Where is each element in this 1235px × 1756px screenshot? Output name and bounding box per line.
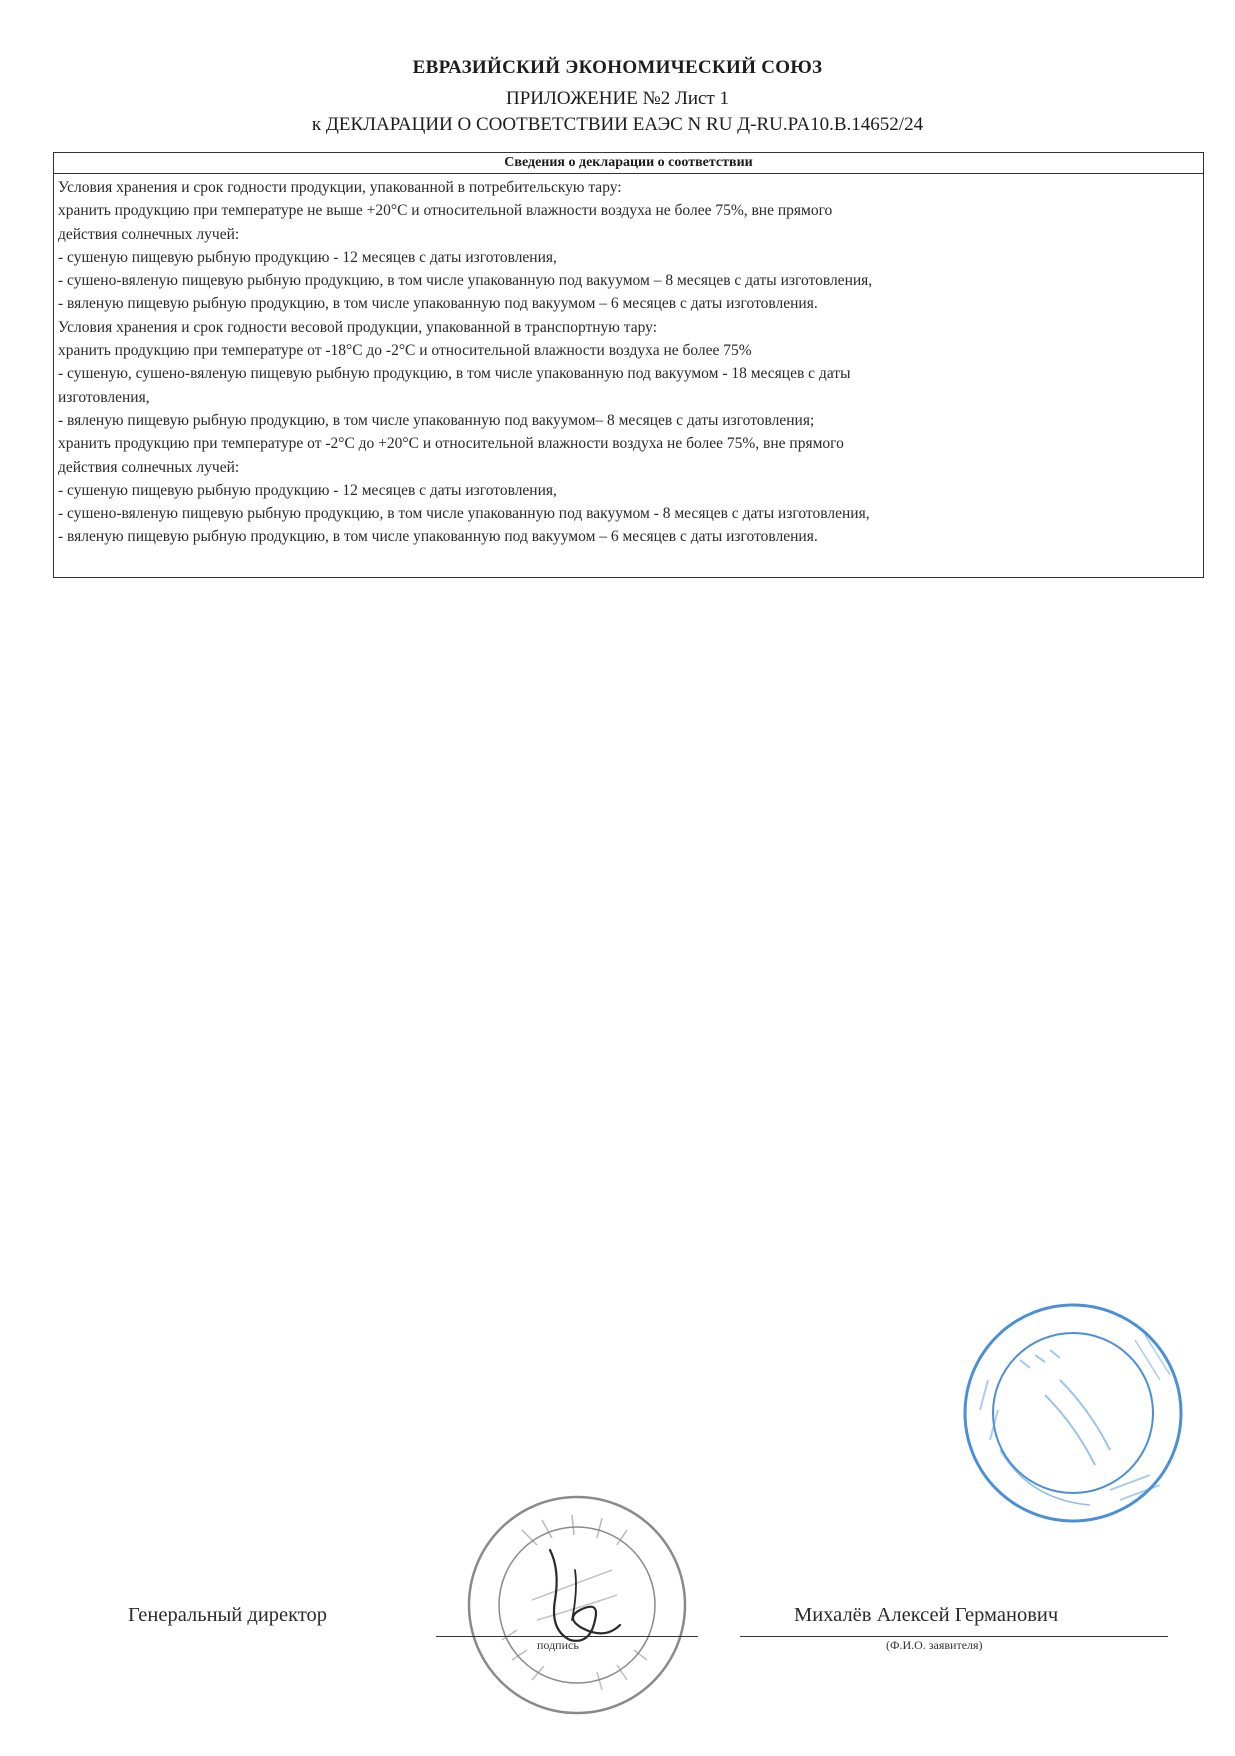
text-line: - сушеную пищевую рыбную продукцию - 12 месяцев с даты изготовления,: [58, 248, 557, 266]
name-caption: (Ф.И.О. заявителя): [886, 1638, 983, 1652]
declaration-info-box: [53, 152, 1204, 578]
blue-stamp-graphic: [960, 1300, 1186, 1526]
signature-line: [436, 1636, 698, 1637]
signature-graphic: [520, 1540, 640, 1650]
text-line: - сушено-вяленую пищевую рыбную продукцию, в том числе упакованную под вакуумом - 8 месяцев с даты изготовления,: [58, 505, 870, 523]
text-line: - сушеную пищевую рыбную продукцию - 12 месяцев с даты изготовления,: [58, 481, 557, 499]
text-line: хранить продукцию при температуре от -18°С до -2°С и относительной влажности воздуха не более 75%: [58, 342, 752, 360]
text-line: - вяленую пищевую рыбную продукцию, в том числе упакованную под вакуумом – 6 месяцев с даты изготовления.: [58, 295, 818, 313]
name-line: [740, 1636, 1168, 1637]
section-title: Сведения о декларации о соответствии: [54, 153, 1203, 174]
blue-round-stamp: [960, 1300, 1186, 1526]
text-line: Условия хранения и срок годности весовой продукции, упакованной в транспортную тару:: [58, 318, 658, 336]
text-line: Условия хранения и срок годности продукции, упакованной в потребительскую тару:: [58, 179, 622, 196]
text-line: - сушено-вяленую пищевую рыбную продукцию, в том числе упакованную под вакуумом – 8 месяцев с даты изготовления,: [58, 272, 873, 290]
text-line: хранить продукцию при температуре от -2°С до +20°С и относительной влажности воздуха не более 75%, вне прямого: [58, 435, 844, 453]
section-body: [54, 174, 1203, 549]
text-line: - вяленую пищевую рыбную продукцию, в том числе упакованную под вакуумом– 8 месяцев с даты изготовления;: [58, 411, 815, 429]
signatory-position: Генеральный директор: [128, 1604, 328, 1626]
text-line: действия солнечных лучей:: [58, 225, 240, 243]
signatory-name: Михалёв Алексей Германович: [794, 1604, 1059, 1626]
text-line: - вяленую пищевую рыбную продукцию, в том числе упакованную под вакуумом – 6 месяцев с даты изготовления.: [58, 528, 818, 546]
text-line: - сушеную, сушено-вяленую пищевую рыбную продукцию, в том числе упакованную под вакуумом - 18 месяцев с даты: [58, 365, 851, 383]
declaration-number: к ДЕКЛАРАЦИИ О СООТВЕТСТВИИ ЕАЭС N RU Д-RU.PA10.B.14652/24: [311, 114, 924, 135]
handwritten-signature: [520, 1540, 640, 1650]
text-line: действия солнечных лучей:: [58, 458, 240, 476]
text-line: изготовления,: [58, 388, 150, 406]
text-line: хранить продукцию при температуре не выше +20°С и относительной влажности воздуха не более 75%, вне прямого: [58, 202, 833, 220]
annex-title: ПРИЛОЖЕНИЕ №2 Лист 1: [506, 88, 729, 109]
union-title: ЕВРАЗИЙСКИЙ ЭКОНОМИЧЕСКИЙ СОЮЗ: [412, 57, 823, 78]
document-header: [0, 56, 1235, 138]
signature-caption: подпись: [537, 1638, 579, 1652]
